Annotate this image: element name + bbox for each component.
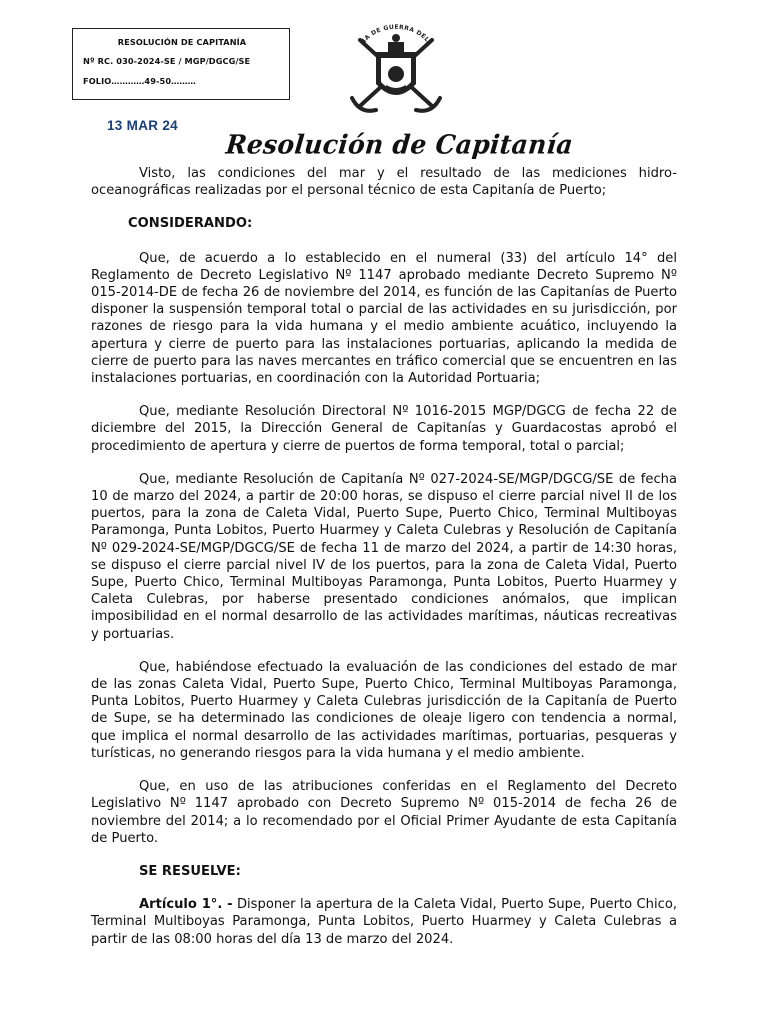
document-title-text: Resolución de Capitanía bbox=[224, 129, 576, 160]
paragraph-5: Que, en uso de las atribuciones conferidas en el Reglamento del Decreto Legislativo Nº 1147 aprobado con Decreto Supremo Nº 015-2014 de fecha 26 de noviembre del 2014; a lo recomendado por el Oficial Primer Ayudante de esta Capitanía de Puerto. bbox=[91, 779, 677, 846]
document-body bbox=[91, 165, 677, 964]
article-1-text: Disponer la apertura de la Caleta Vidal, Puerto Supe, Puerto Chico, Terminal Multiboyas Paramonga, Punta Lobitos, Puerto Huarmey y Caleta Culebras a partir de las 08:00 horas del día 13 de marzo del 2024. bbox=[91, 897, 677, 947]
date-stamp: 13 MAR 24 bbox=[107, 118, 178, 133]
reference-box bbox=[72, 28, 290, 100]
navy-emblem-icon bbox=[346, 14, 446, 120]
paragraph-2: Que, mediante Resolución Directoral Nº 1016-2015 MGP/DGCG de fecha 22 de diciembre del 2015, la Dirección General de Capitanías y Guardacostas aprobó el procedimiento de apertura y cierre de puertos de forma temporal, total o parcial; bbox=[91, 404, 677, 454]
paragraph-3: Que, mediante Resolución de Capitanía Nº 027-2024-SE/MGP/DGCG/SE de fecha 10 de marzo del 2024, a partir de 20:00 horas, se dispuso el cierre parcial nivel II de los puertos, para la zona de Caleta Vidal, Puerto Supe, Puerto Chico, Terminal Multiboyas Paramonga, Punta Lobitos, Puerto Huarmey y Caleta Culebras y Resolución de Capitanía Nº 029-2024-SE/MGP/DGCG/SE de fecha 11 de marzo del 2024, a partir de 14:30 horas, se dispuso el cierre parcial nivel IV de los puertos, para la zona de Caleta Vidal, Puerto Supe, Puerto Chico, Terminal Multiboyas Paramonga, Punta Lobitos, Puerto Huarmey y Caleta Culebras, por haberse presentado condiciones anómalos, que implican imposibilidad en el normal desarrollo de las actividades marítimas, náuticas recreativas y portuarias. bbox=[91, 471, 677, 642]
considerando-heading: CONSIDERANDO: bbox=[128, 216, 253, 232]
paragraph-1: Que, de acuerdo a lo establecido en el numeral (33) del artículo 14° del Reglamento de Decreto Legislativo Nº 1147 aprobado mediante Decreto Supremo Nº 015-2014-DE de fecha 26 de noviembre del 2014, es función de las Capitanías de Puerto disponer la suspensión temporal total o parcial de las actividades en su jurisdicción, por razones de riesgo para la vida humana y el medio ambiente acuático, incluyendo la apertura y cierre de puerto para las instalaciones portuarias, aplicando la medida de cierre de puerto para las naves mercantes en tráfico comercial que se encuentren en las instalaciones portuarias, en coordinación con la Autoridad Portuaria; bbox=[91, 250, 677, 387]
reference-number: Nº RC. 030-2024-SE / MGP/DGCG/SE bbox=[83, 56, 251, 66]
resuelve-heading: SE RESUELVE: bbox=[139, 863, 241, 879]
article-1 bbox=[91, 896, 677, 948]
reference-title: RESOLUCIÓN DE CAPITANÍA bbox=[117, 37, 247, 47]
reference-folio: FOLIO…………49-50……… bbox=[83, 76, 196, 86]
emblem-ring-text: NA DE GUERRA DEL bbox=[359, 23, 431, 46]
paragraph-4: Que, habiéndose efectuado la evaluación de las condiciones del estado de mar de las zonas Caleta Vidal, Puerto Supe, Puerto Chico, Terminal Multiboyas Paramonga, Punta Lobitos, Puerto Huarmey y Caleta Culebras jurisdicción de la Capitanía de Puerto de Supe, se ha determinado las condiciones de oleaje ligero con tendencia a normal, que implica el normal desarrollo de las actividades marítimas, portuarias, pesqueras y turísticas, no generando riesgos para la vida humana y el medio ambiente. bbox=[91, 659, 677, 761]
document-title bbox=[0, 130, 768, 159]
article-1-label: Artículo 1°. - bbox=[139, 897, 233, 913]
paragraph-visto: Visto, las condiciones del mar y el resultado de las mediciones hidro-oceanográficas realizadas por el personal técnico de esta Capitanía de Puerto; bbox=[91, 166, 677, 199]
